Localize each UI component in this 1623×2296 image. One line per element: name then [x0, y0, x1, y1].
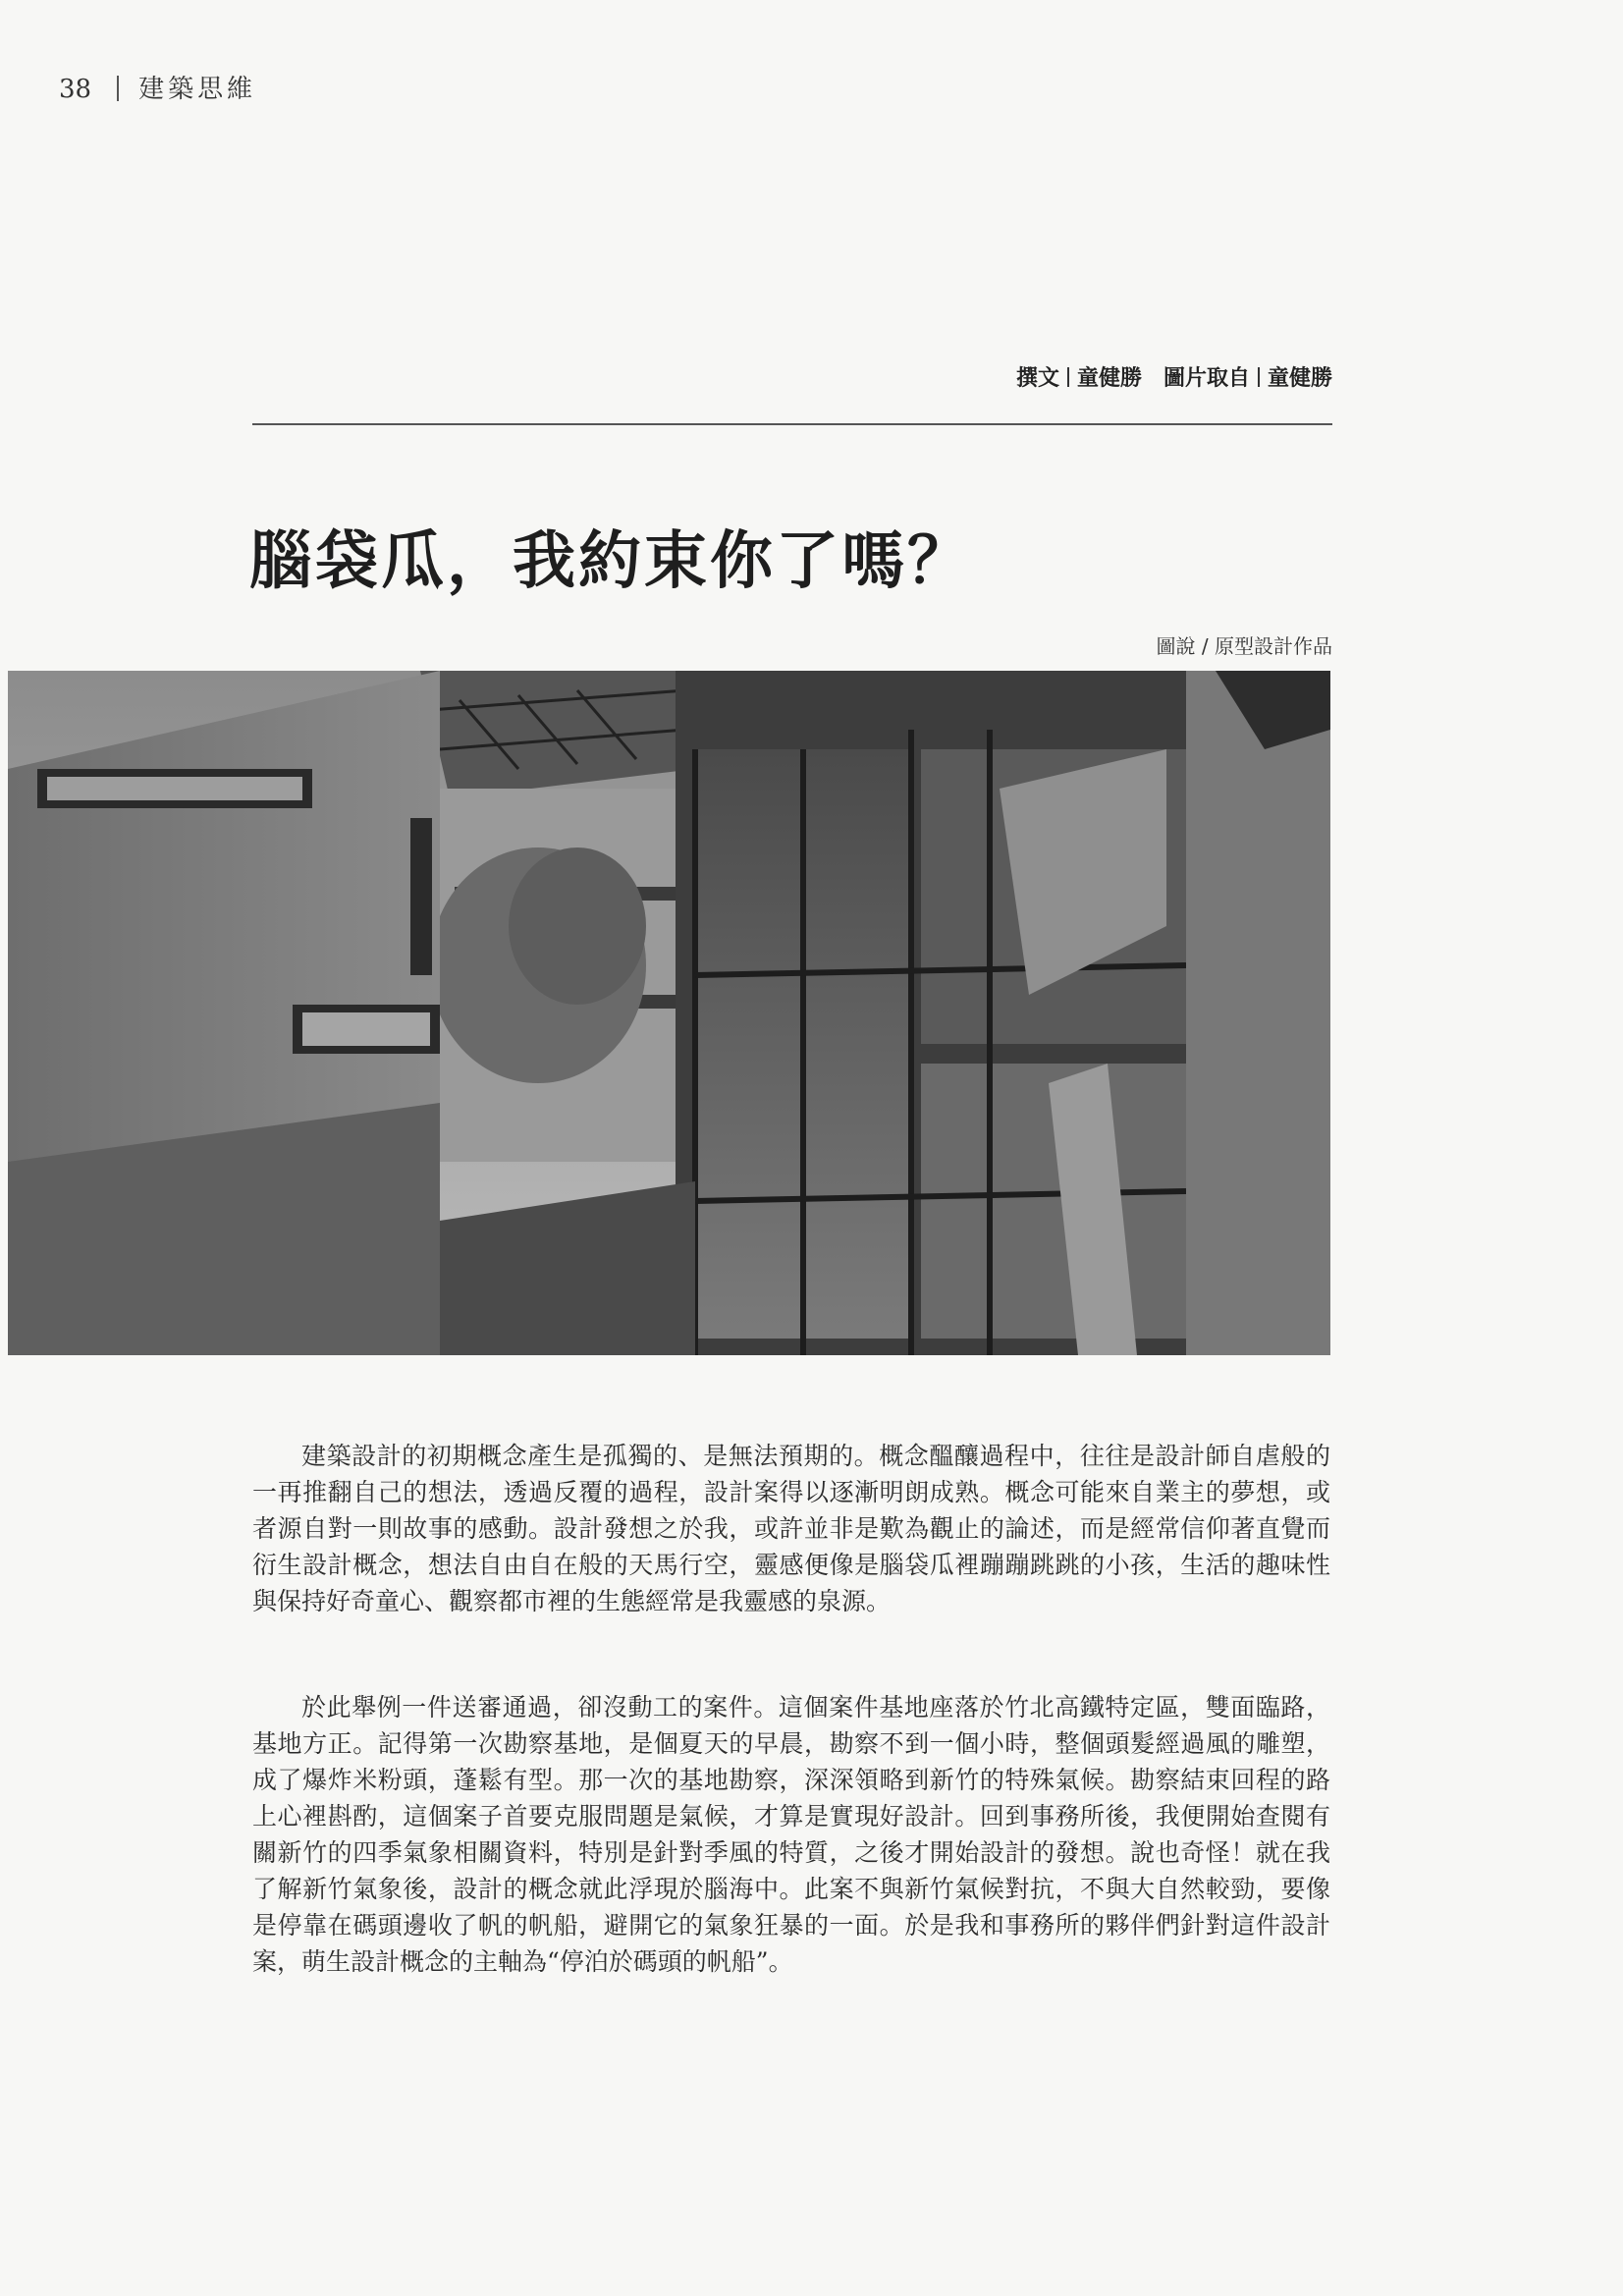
credits	[1016, 361, 1332, 392]
running-header	[59, 69, 256, 105]
credit-divider	[1258, 367, 1260, 387]
paragraph-text: 建築設計的初期概念產生是孤獨的、是無法預期的。概念醞釀過程中，往往是設計師自虐般的一再推翻自己的想法，透過反覆的過程，設計案得以逐漸明朗成熟。概念可能來自業主的夢想，或者源自對一則故事的感動。設計發想之於我，或許並非是歎為觀止的論述，而是經常信仰著直覺而衍生設計概念，想法自由自在般的天馬行空，靈感便像是腦袋瓜裡蹦蹦跳跳的小孩，生活的趣味性與保持好奇童心、觀察都市裡的生態經常是我靈感的泉源。	[252, 1442, 1330, 1615]
paragraph-text: 於此舉例一件送審通過，卻沒動工的案件。這個案件基地座落於竹北高鐵特定區，雙面臨路，基地方正。記得第一次勘察基地，是個夏天的早晨，勘察不到一個小時，整個頭髮經過風的雕塑，成了爆炸米粉頭，蓬鬆有型。那一次的基地勘察，深深領略到新竹的特殊氣候。勘察結束回程的路上心裡斟酌，這個案子首要克服問題是氣候，才算是實現好設計。回到事務所後，我便開始查閱有關新竹的四季氣象相關資料，特別是針對季風的特質，之後才開始設計的發想。說也奇怪！就在我了解新竹氣象後，設計的概念就此浮現於腦海中。此案不與新竹氣候對抗，不與大自然較勁，要像是停靠在碼頭邊收了帆的帆船，避開它的氣象狂暴的一面。於是我和事務所的夥伴們針對這件設計案，萌生設計概念的主軸為“停泊於碼頭的帆船”。	[252, 1693, 1330, 1976]
article-title: 腦袋瓜，我約束你了嗎？	[249, 524, 973, 598]
body-paragraph-1	[252, 1438, 1330, 1619]
section-name: 建築思維	[138, 75, 257, 104]
credit-divider	[1067, 367, 1069, 387]
architecture-rendering-image	[8, 671, 1330, 1355]
image-credit-label: 圖片取自	[1163, 366, 1250, 391]
body-paragraph-2	[252, 1689, 1330, 1980]
header-divider	[117, 76, 119, 101]
author-label: 撰文	[1015, 366, 1059, 391]
author-name: 童健勝	[1076, 366, 1142, 391]
title-rule	[252, 423, 1332, 425]
figure-caption: 圖說 / 原型設計作品	[1156, 634, 1332, 658]
page-number: 38	[59, 75, 92, 104]
image-credit-name: 童健勝	[1267, 366, 1332, 391]
